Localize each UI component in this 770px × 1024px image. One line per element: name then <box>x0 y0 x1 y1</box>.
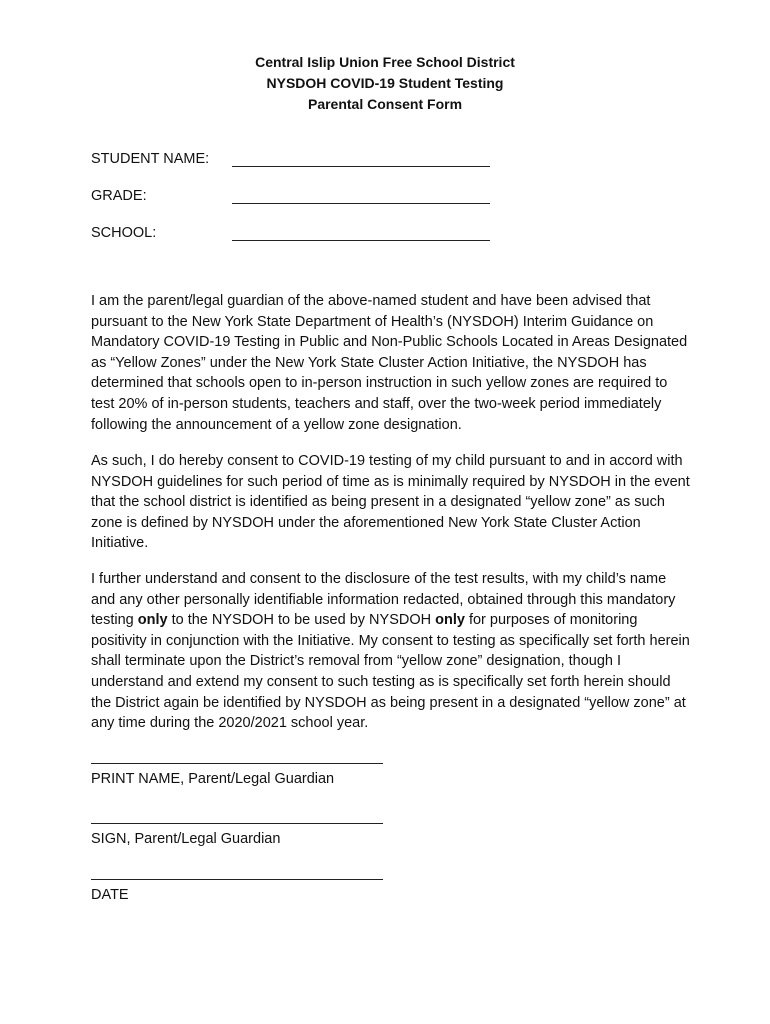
student-name-row <box>91 150 511 170</box>
paragraph-consent: As such, I do hereby consent to COVID-19 testing of my child pursuant to and in accord with NYSDOH guidelines for such period of time as is minimally required by NYSDOH in the event that the school district is identified as being present in a designated “yellow zone” as such zone is defined by NYSDOH under the aforementioned New York State Cluster Action Initiative. <box>91 453 690 552</box>
emphasis-only-1: only <box>137 612 168 629</box>
disclosure-text-2: to the NYSDOH to be used by NYSDOH <box>167 612 436 629</box>
student-name-field[interactable] <box>232 166 490 167</box>
form-title: Parental Consent Form <box>307 96 463 112</box>
grade-label: GRADE: <box>91 188 147 204</box>
disclosure-text-1: I further understand and consent to the disclosure of the test results, with my child’s name and any other personally identifiable information redacted, obtained through this mandatory testing <box>91 571 676 629</box>
paragraph-advisement: I am the parent/legal guardian of the above-named student and have been advised that pursuant to the New York State Department of Health’s (NYSDOH) Interim Guidance on Mandatory COVID-19 Testing in Public and Non-Public Schools Located in Areas Designated as “Yellow Zones” under the New York State Cluster Action Initiative, the NYSDOH has determined that schools open to in-person instruction in such yellow zones are required to test 20% of in-person students, teachers and staff, over the two-week period immediately following the announcement of a yellow zone designation. <box>91 293 688 433</box>
emphasis-only-2: only <box>435 612 465 629</box>
grade-row <box>91 187 511 207</box>
grade-field[interactable] <box>232 203 490 204</box>
student-name-label: STUDENT NAME: <box>91 151 210 167</box>
date-field[interactable] <box>91 879 383 880</box>
testing-title: NYSDOH COVID-19 Student Testing <box>266 75 504 91</box>
date-label: DATE <box>91 887 129 903</box>
school-label: SCHOOL: <box>91 225 157 241</box>
signature-field[interactable] <box>91 823 383 824</box>
school-field[interactable] <box>232 240 490 241</box>
disclosure-text-3: for purposes of monitoring positivity in conjunction with the Initiative. My consent to testing as specifically set forth herein shall terminate upon the District’s removal from “yellow zone” designation, though I understand and extend my consent to such testing as is specifically set forth herein should the District again be identified by NYSDOH as being present in a designated “yellow zone” at any time during the 2020/2021 school year. <box>91 612 690 732</box>
print-name-label: PRINT NAME, Parent/Legal Guardian <box>91 771 335 787</box>
district-title: Central Islip Union Free School District <box>255 54 515 70</box>
paragraph-disclosure <box>91 569 691 734</box>
print-name-field[interactable] <box>91 763 383 764</box>
form-header <box>0 52 770 115</box>
signature-label: SIGN, Parent/Legal Guardian <box>91 831 281 847</box>
school-row <box>91 224 511 244</box>
